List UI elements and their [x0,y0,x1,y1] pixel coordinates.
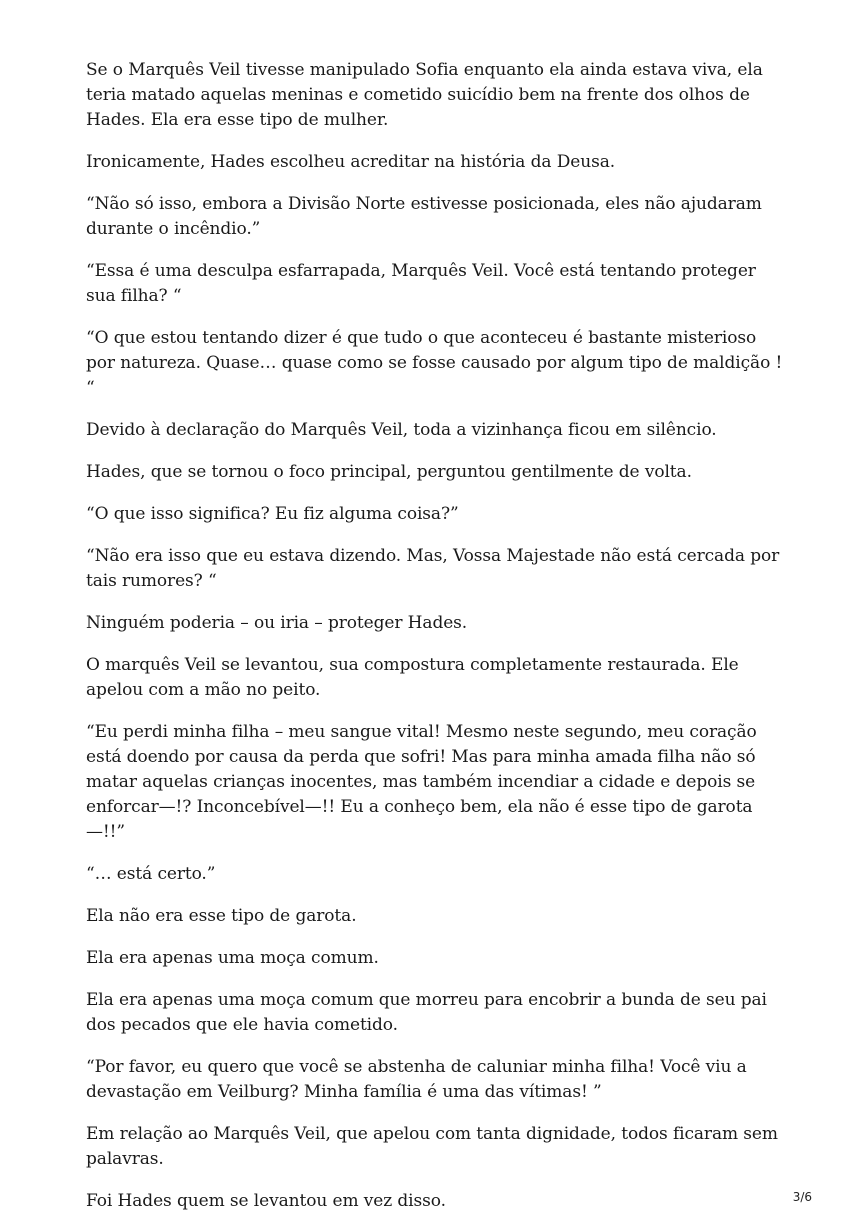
paragraph: “O que estou tentando dizer é que tudo o que aconteceu é bastante misterioso por natureza. Quase… quase como se fosse causado por algum tipo de maldição ! “ [86,328,783,398]
paragraph: “… está certo.” [86,864,216,884]
paragraph: Devido à declaração do Marquês Veil, toda a vizinhança ficou em silêncio. [86,420,717,440]
page-number: 3/6 [792,1190,812,1204]
paragraph: “O que isso significa? Eu fiz alguma coisa?” [86,504,459,524]
paragraph: “Não só isso, embora a Divisão Norte estivesse posicionada, eles não ajudaram durante o incêndio.” [86,194,762,239]
paragraph: Hades, que se tornou o foco principal, perguntou gentilmente de volta. [86,462,692,482]
paragraph: Foi Hades quem se levantou em vez disso. [86,1191,446,1211]
paragraph: Ela era apenas uma moça comum que morreu para encobrir a bunda de seu pai dos pecados que ele havia cometido. [86,990,767,1035]
paragraph: “Eu perdi minha filha – meu sangue vital! Mesmo neste segundo, meu coração está doendo por causa da perda que sofri! Mas para minha amada filha não só matar aquelas crianças inocentes, mas também incendiar a cidade e depois se enforcar—!? Inconcebível—!! Eu a conheço bem, ela não é esse tipo de garota—!!” [86,722,757,842]
paragraph: “Essa é uma desculpa esfarrapada, Marquês Veil. Você está tentando proteger sua filha? “ [86,261,756,306]
paragraph: “Por favor, eu quero que você se abstenha de caluniar minha filha! Você viu a devastação em Veilburg? Minha família é uma das vítimas! ” [86,1057,747,1102]
paragraph: Se o Marquês Veil tivesse manipulado Sofia enquanto ela ainda estava viva, ela teria matado aquelas meninas e cometido suicídio bem na frente dos olhos de Hades. Ela era esse tipo de mulher. [86,60,763,130]
paragraph: Ela era apenas uma moça comum. [86,948,379,968]
document-page [86,58,786,1231]
paragraph: O marquês Veil se levantou, sua compostura completamente restaurada. Ele apelou com a mão no peito. [86,655,739,700]
paragraph: Ela não era esse tipo de garota. [86,906,357,926]
paragraph: Ironicamente, Hades escolheu acreditar na história da Deusa. [86,152,616,172]
paragraph: “Não era isso que eu estava dizendo. Mas, Vossa Majestade não está cercada por tais rumores? “ [86,546,780,591]
paragraph: Em relação ao Marquês Veil, que apelou com tanta dignidade, todos ficaram sem palavras. [86,1124,778,1169]
paragraph: Ninguém poderia – ou iria – proteger Hades. [86,613,468,633]
